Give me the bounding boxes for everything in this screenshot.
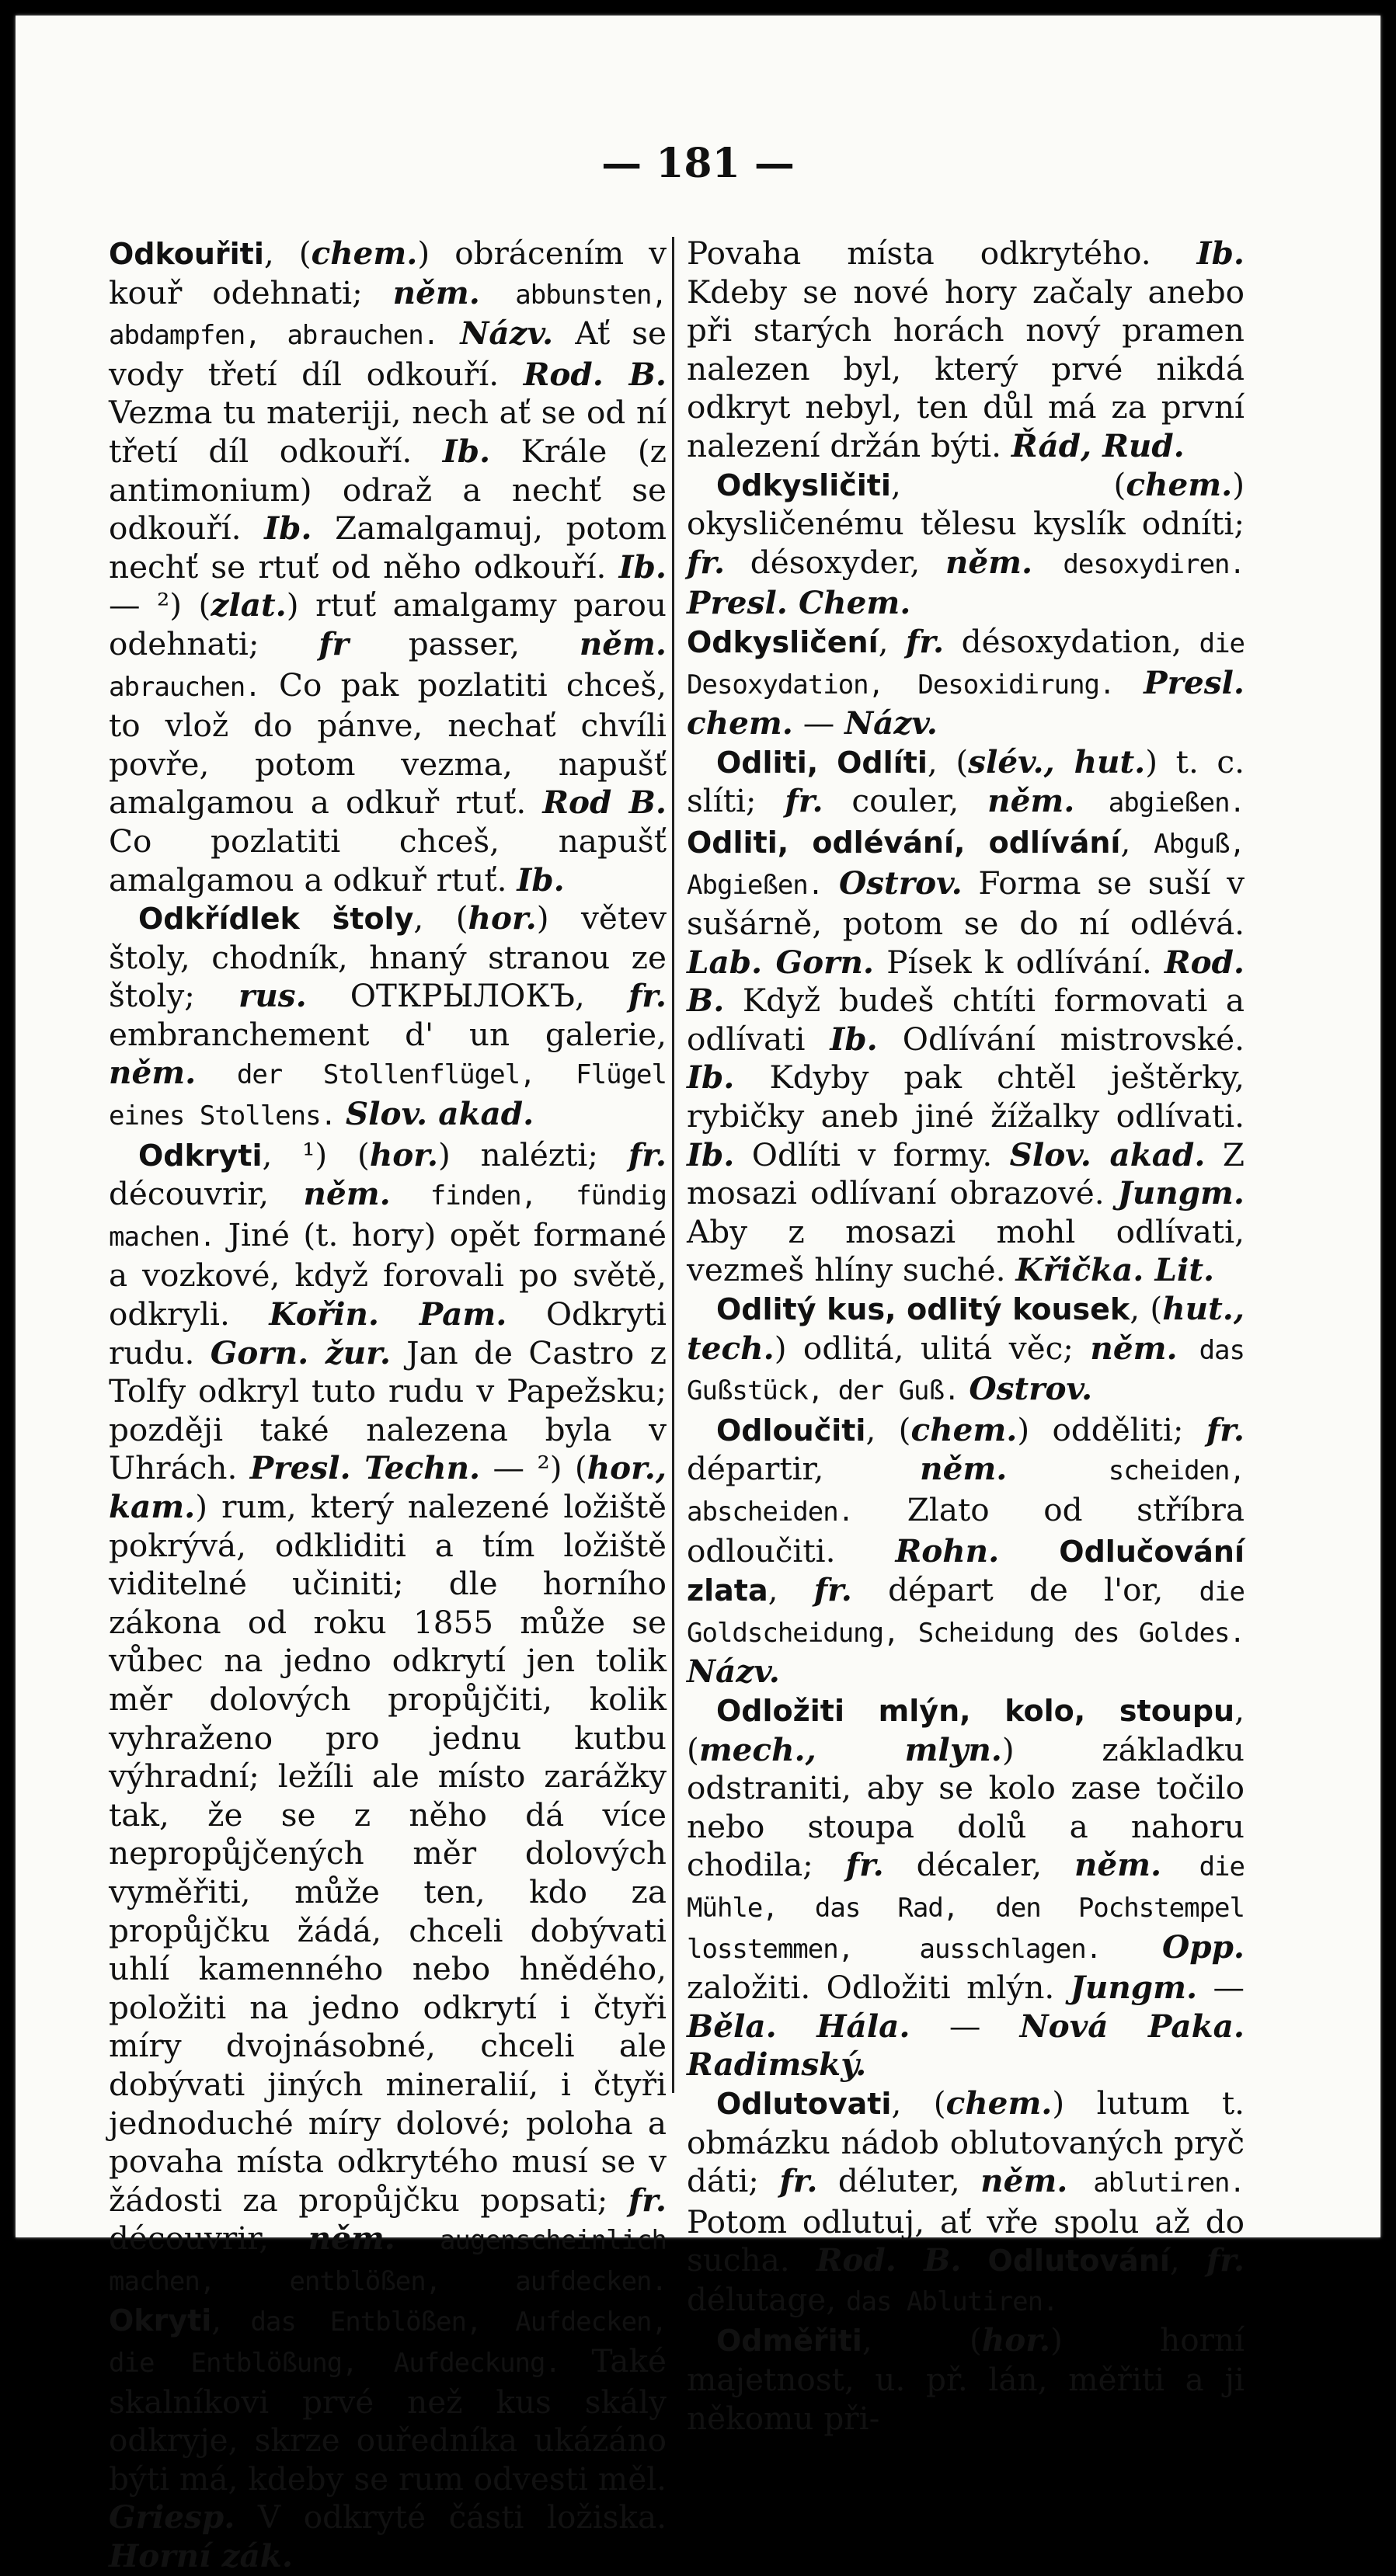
german-equivalent: die Goldscheidung, Scheidung des Goldes. <box>687 1577 1245 1649</box>
page-number: — 181 — <box>601 140 795 187</box>
german-equivalent: die Mühle, das Rad, den Pochstempel losstemmen, ausschlagen. <box>687 1851 1245 1965</box>
abbreviation: fr. <box>845 1846 884 1884</box>
entry-text: départir, <box>687 1450 921 1488</box>
abbreviation: Názv. <box>460 315 554 353</box>
headword: Odlutování <box>987 2244 1170 2279</box>
entry-text: Potom odlutuj, ať vře spolu až do sucha. <box>687 2202 1245 2279</box>
abbreviation: Ib. <box>1196 235 1245 272</box>
entry-odlouciti <box>687 1411 1245 1691</box>
abbreviation: rus. <box>238 977 307 1015</box>
abbreviation: Horní zák. <box>109 2537 293 2575</box>
entry-text: embranchement d' un galerie, <box>109 1015 667 1053</box>
entry-text: , ( <box>862 2321 982 2359</box>
abbreviation: fr. <box>1206 1410 1245 1448</box>
entry-text: , ( <box>890 465 1126 503</box>
entry-text: — ²) ( <box>109 586 211 624</box>
abbreviation: něm. <box>303 1175 391 1213</box>
abbreviation: Opp. <box>1161 1928 1245 1966</box>
abbreviation: něm. <box>945 543 1033 581</box>
entry-text: — <box>1197 1969 1245 2007</box>
entry-text: passer, <box>348 624 580 662</box>
abbreviation: něm. <box>987 782 1075 820</box>
entry-text: Kdeby se nové hory začaly anebo při starých horách nový pramen nalezen byl, který prvé nikdá odkryt nebyl, ten důl má za první nalezení držán býti. <box>687 273 1245 464</box>
entry-text: , ( <box>891 2084 946 2122</box>
abbreviation: Křička. Lit. <box>1015 1251 1215 1289</box>
german-equivalent: das Entblößen, Aufdecken, die Entblößung, Aufdeckung. <box>109 2307 667 2380</box>
entry-text: Kdyby pak chtěl ještěrky, rybičky aneb jiné žížalky odlívati. <box>687 1059 1245 1135</box>
headword: Odkysličiti <box>716 468 891 502</box>
abbreviation: fr. <box>905 622 945 660</box>
german-equivalent: desoxydiren. <box>1032 548 1245 580</box>
entry-text: , ( <box>263 235 312 272</box>
entry-odloziti <box>687 1691 1245 2084</box>
entry-text: , <box>768 1571 814 1609</box>
entry-text <box>959 1370 969 1407</box>
abbreviation: chem. <box>945 2084 1053 2122</box>
entry-text: Také skalníkovi prvé než kus skály odkryje, skrze ouředníka ukázáno býti má, kdeby se rum odvesti měl. <box>109 2342 667 2498</box>
abbreviation: Ib. <box>517 860 565 899</box>
abbreviation: Běla. Hála. <box>687 2007 910 2045</box>
abbreviation: Presl. Chem. <box>687 584 911 622</box>
headword: Odliti, Odlíti <box>716 745 928 780</box>
entry-text: ) základku odstraniti, aby se kolo zase točilo nebo stoupa dolů a nahoru chodila; <box>687 1730 1245 1884</box>
abbreviation: fr. <box>785 782 823 820</box>
entry-odkouriti <box>109 235 667 899</box>
entry-odlutovati <box>687 2084 1245 2322</box>
entry-text: Krále (z antimonium) odraž a nechť se odkouří. <box>109 432 667 548</box>
headword: Odložiti mlýn, kolo, stoupu <box>716 1693 1235 1728</box>
entry-text: Co pak pozlatiti chceš, to vlož do pánve, nechať chvíli povře, potom vezma, napušť amalgamou a odkuř rtuť. <box>109 666 667 822</box>
abbreviation: Presl. chem. <box>687 663 1245 742</box>
entry-text: ) odlitá, ulitá věc; <box>774 1329 1091 1367</box>
entry-odkridlek <box>109 899 667 1136</box>
column-divider <box>672 237 674 2093</box>
abbreviation: Rod. B. <box>687 943 1245 1020</box>
entry-text: désoxyder, <box>725 543 945 581</box>
abbreviation: Slov. akad. <box>345 1095 534 1133</box>
german-equivalent: der Stollenflügel, Flügel eines Stollens. <box>109 1059 667 1132</box>
german-equivalent: abgießen. <box>1074 787 1245 819</box>
abbreviation: Ib. <box>264 509 312 548</box>
left-column <box>109 235 667 2576</box>
entry-text: Co pozlatiti chceš, napušť amalgamou a odkuř rtuť. <box>109 822 667 899</box>
entry-text: V odkryté části ložiska. <box>235 2498 667 2536</box>
entry-text: ) nalézti; <box>438 1135 628 1173</box>
entry-text <box>1114 664 1144 701</box>
abbreviation: slév., hut. <box>968 742 1146 780</box>
abbreviation: Jungm. <box>1070 1969 1198 2007</box>
entry-text: désoxydation, <box>944 622 1199 660</box>
abbreviation: Ib. <box>618 548 667 586</box>
entry-text <box>823 864 839 902</box>
abbreviation: něm. <box>980 2162 1068 2200</box>
abbreviation: Kořin. Pam. <box>269 1295 507 1333</box>
entry-text: — <box>910 2007 1020 2045</box>
entry-text: couler, <box>823 782 988 820</box>
german-equivalent: abrauchen. <box>109 671 260 703</box>
abbreviation: mech., mlyn. <box>698 1730 1002 1768</box>
headword: Odkouřiti <box>109 237 264 271</box>
abbreviation: Ostrov. <box>838 864 963 902</box>
entry-text: ) lutum t. obmázku nádob oblutovaných pryč dáti; <box>687 2084 1245 2200</box>
headword: Odloučiti <box>716 1413 866 1448</box>
german-equivalent: scheiden, abscheiden. <box>687 1455 1245 1528</box>
entry-text: Forma se suší v sušárně, potom se do ní odlévá. <box>687 864 1245 943</box>
entry-text: ОТКРЫЛОКЪ, <box>306 977 628 1015</box>
entry-odlity-kus <box>687 1290 1245 1411</box>
abbreviation: Ib. <box>687 1059 735 1097</box>
entry-odkyslicit <box>687 466 1245 623</box>
abbreviation: Názv. <box>687 1653 780 1691</box>
german-equivalent: augenscheinlich machen, entblößen, aufdecken. <box>109 2225 667 2297</box>
entry-text: , ( <box>413 899 468 937</box>
abbreviation: hor. <box>981 2321 1051 2359</box>
entry-text: ) obrácením v kouř odehnati; <box>109 235 667 311</box>
entry-text <box>1101 1928 1162 1966</box>
abbreviation: Nová Paka. Radimský. <box>687 2007 1245 2084</box>
abbreviation: Rod. B. <box>523 355 667 393</box>
entry-text: découvrir, <box>109 2220 308 2258</box>
entry-text: , ( <box>1130 1290 1163 1328</box>
abbreviation: Slov. akad. <box>1009 1135 1206 1173</box>
entry-odkryti-cont <box>687 235 1245 466</box>
entry-text: découvrir, <box>109 1175 304 1213</box>
entry-text: Povaha místa odkrytého. <box>687 235 1197 272</box>
entry-text: Zamalgamuj, potom nechť se rtuť od něho odkouří. <box>109 509 667 586</box>
abbreviation: Rod. B. <box>816 2241 962 2279</box>
abbreviation: Ostrov. <box>969 1370 1093 1408</box>
abbreviation: něm. <box>920 1450 1008 1488</box>
abbreviation: Lab. Gorn. <box>687 943 875 981</box>
entry-text: , ( <box>865 1410 911 1448</box>
entry-text: , <box>211 2301 251 2339</box>
abbreviation: něm. <box>579 624 667 662</box>
entry-text: , <box>1120 822 1154 860</box>
abbreviation: fr. <box>628 977 667 1015</box>
abbreviation: Řád, Rud. <box>1011 426 1185 464</box>
entry-odkryti <box>109 1136 667 2576</box>
abbreviation: Ib. <box>687 1135 735 1173</box>
entry-odmeriti <box>687 2321 1245 2438</box>
abbreviation: Gorn. žur. <box>210 1333 391 1371</box>
entry-text: Jan de Castro z Tolfy odkryl tuto rudu v Papežsku; později také nalezena byla v Uhrách. <box>109 1333 667 1487</box>
abbreviation: něm. <box>392 273 480 311</box>
german-equivalent: finden, fündig machen. <box>109 1180 667 1253</box>
entry-text: založiti. Odložiti mlýn. <box>687 1969 1070 2007</box>
entry-text: ) rtuť amalgamy parou odehnati; <box>109 586 667 662</box>
abbreviation: fr. <box>813 1571 852 1609</box>
entry-text: Odlívání mistrovské. <box>877 1020 1245 1058</box>
entry-text: , ¹) ( <box>262 1135 370 1173</box>
entry-text: Písek k odlívání. <box>874 943 1164 981</box>
entry-text: , ( <box>687 1691 1245 1768</box>
german-equivalent: das Gußstück, der Guß. <box>687 1334 1245 1407</box>
abbreviation: něm. <box>308 2220 395 2258</box>
entry-text: Jiné (t. hory) opět formané a vozkové, když forovali po světě, odkryli. <box>109 1215 667 1333</box>
german-equivalent: Abguß, Abgießen. <box>687 828 1245 901</box>
entry-text <box>438 315 460 352</box>
dictionary-page <box>16 16 1380 2575</box>
entry-text: départ de l'or, <box>851 1571 1199 1609</box>
german-equivalent: abbunsten, abdampfen, abrauchen. <box>109 279 667 352</box>
entry-text: Vezma tu materiji, nech ať se od ní třetí díl odkouří. <box>109 394 667 470</box>
entry-text: ) okysličenému tělesu kyslík odníti; <box>687 465 1245 543</box>
headword: Odlitý kus, odlitý kousek <box>716 1292 1130 1327</box>
abbreviation: fr. <box>687 543 726 581</box>
entry-text: , ( <box>927 742 969 780</box>
headword: Odliti, odlévání, odlívání <box>687 825 1121 860</box>
abbreviation: Ib. <box>830 1020 878 1058</box>
abbreviation: Názv. <box>844 704 938 742</box>
entry-text: ) t. c. slíti; <box>687 742 1245 820</box>
abbreviation: fr. <box>628 2181 667 2219</box>
entry-text: déluter, <box>817 2162 981 2200</box>
abbreviation: Rod B. <box>542 784 667 822</box>
entry-text <box>999 1532 1059 1570</box>
abbreviation: chem. <box>910 1410 1018 1448</box>
entry-text: Odkryti rudu. <box>109 1295 667 1371</box>
abbreviation: chem. <box>1126 465 1233 503</box>
abbreviation: Presl. Techn. <box>249 1449 481 1487</box>
entry-text: Aby z mosazi mohl odlívati, vezmeš hlíny suché. <box>687 1212 1245 1289</box>
abbreviation: hor. <box>369 1135 439 1173</box>
right-column <box>687 235 1245 2438</box>
abbreviation: hor. <box>468 899 537 937</box>
abbreviation: fr. <box>779 2162 818 2200</box>
entry-text <box>336 1095 346 1132</box>
abbreviation: něm. <box>109 1054 197 1092</box>
abbreviation: něm. <box>1074 1846 1162 1884</box>
headword: Odlučování zlata <box>687 1534 1245 1608</box>
abbreviation: hut., tech. <box>687 1290 1245 1367</box>
entry-odkysliceni <box>687 623 1245 743</box>
german-equivalent: ablutiren. <box>1067 2168 1245 2199</box>
abbreviation: fr. <box>1206 2241 1245 2279</box>
entry-text: délutage, <box>687 2280 846 2318</box>
abbreviation: Griesp. <box>109 2498 235 2536</box>
entry-text: Když budeš chtíti formovati a odlívati <box>687 982 1245 1058</box>
abbreviation: fr <box>319 624 349 662</box>
entry-text: Ať se vody třetí díl odkouří. <box>109 315 667 393</box>
entry-text: , <box>878 622 906 660</box>
abbreviation: zlat. <box>211 586 287 624</box>
abbreviation: chem. <box>311 235 418 272</box>
headword: Odkryti <box>138 1138 263 1173</box>
entry-text <box>961 2241 987 2279</box>
abbreviation: něm. <box>1090 1329 1178 1367</box>
entry-odliti <box>687 743 1245 1290</box>
entry-text: Z mosazi odlívaní obrazové. <box>687 1135 1245 1212</box>
german-equivalent: das Ablutiren. <box>846 2286 1058 2317</box>
entry-text: ) rum, který nalezené ložiště pokrývá, odkliditi a tím ložiště viditelné učiniti; dle horního zákona od roku 1855 může se vůbec na jedno odkrytí jen tolik měr dolových propůjčiti, kolik vyhraženo pro jednu kutbu výhradní; ležíli ale místo zarážky tak, že se z něho dá více nepropůjčených měr dolových vyměřiti, může ten, kdo za propůjčku žádá, chceli dobývati uhlí kamenného nebo hnědého, položiti na jedno odkrytí i čtyři míry dvojnásobné, chceli ale dobývati jiných mineralií, i čtyři jednoduché míry dolové; poloha a povaha místa odkrytého musí se v žádosti za propůjčku popsati; <box>109 1488 667 2219</box>
entry-text: Odlíti v formy. <box>734 1135 1010 1173</box>
headword: Okryti <box>109 2303 212 2338</box>
headword: Odměřiti <box>716 2324 862 2359</box>
entry-text: Zlato od stříbra odloučiti. <box>687 1491 1245 1570</box>
german-equivalent: die Desoxydation, Desoxidirung. <box>687 627 1245 700</box>
headword: Odlutovati <box>716 2086 892 2121</box>
entry-text: — <box>792 704 845 742</box>
entry-text: ) větev štoly, chodník, hnaný stranou ze štoly; <box>109 899 667 1015</box>
headword: Odkysličení <box>687 624 879 659</box>
abbreviation: Ib. <box>442 432 491 470</box>
entry-text: , <box>1169 2241 1206 2279</box>
abbreviation: fr. <box>628 1135 667 1173</box>
entry-text: ) odděliti; <box>1017 1410 1206 1448</box>
entry-text: — ²) ( <box>480 1449 587 1487</box>
abbreviation: Rohn. <box>895 1531 1000 1570</box>
abbreviation: Jungm. <box>1117 1174 1245 1212</box>
entry-text: décaler, <box>883 1846 1074 1884</box>
entry-text: ) horní majetnost, u. př. lán, měřiti a ji někomu při- <box>687 2321 1245 2437</box>
headword: Odkřídlek štoly <box>138 902 414 937</box>
abbreviation: hor., kam. <box>109 1449 667 1525</box>
